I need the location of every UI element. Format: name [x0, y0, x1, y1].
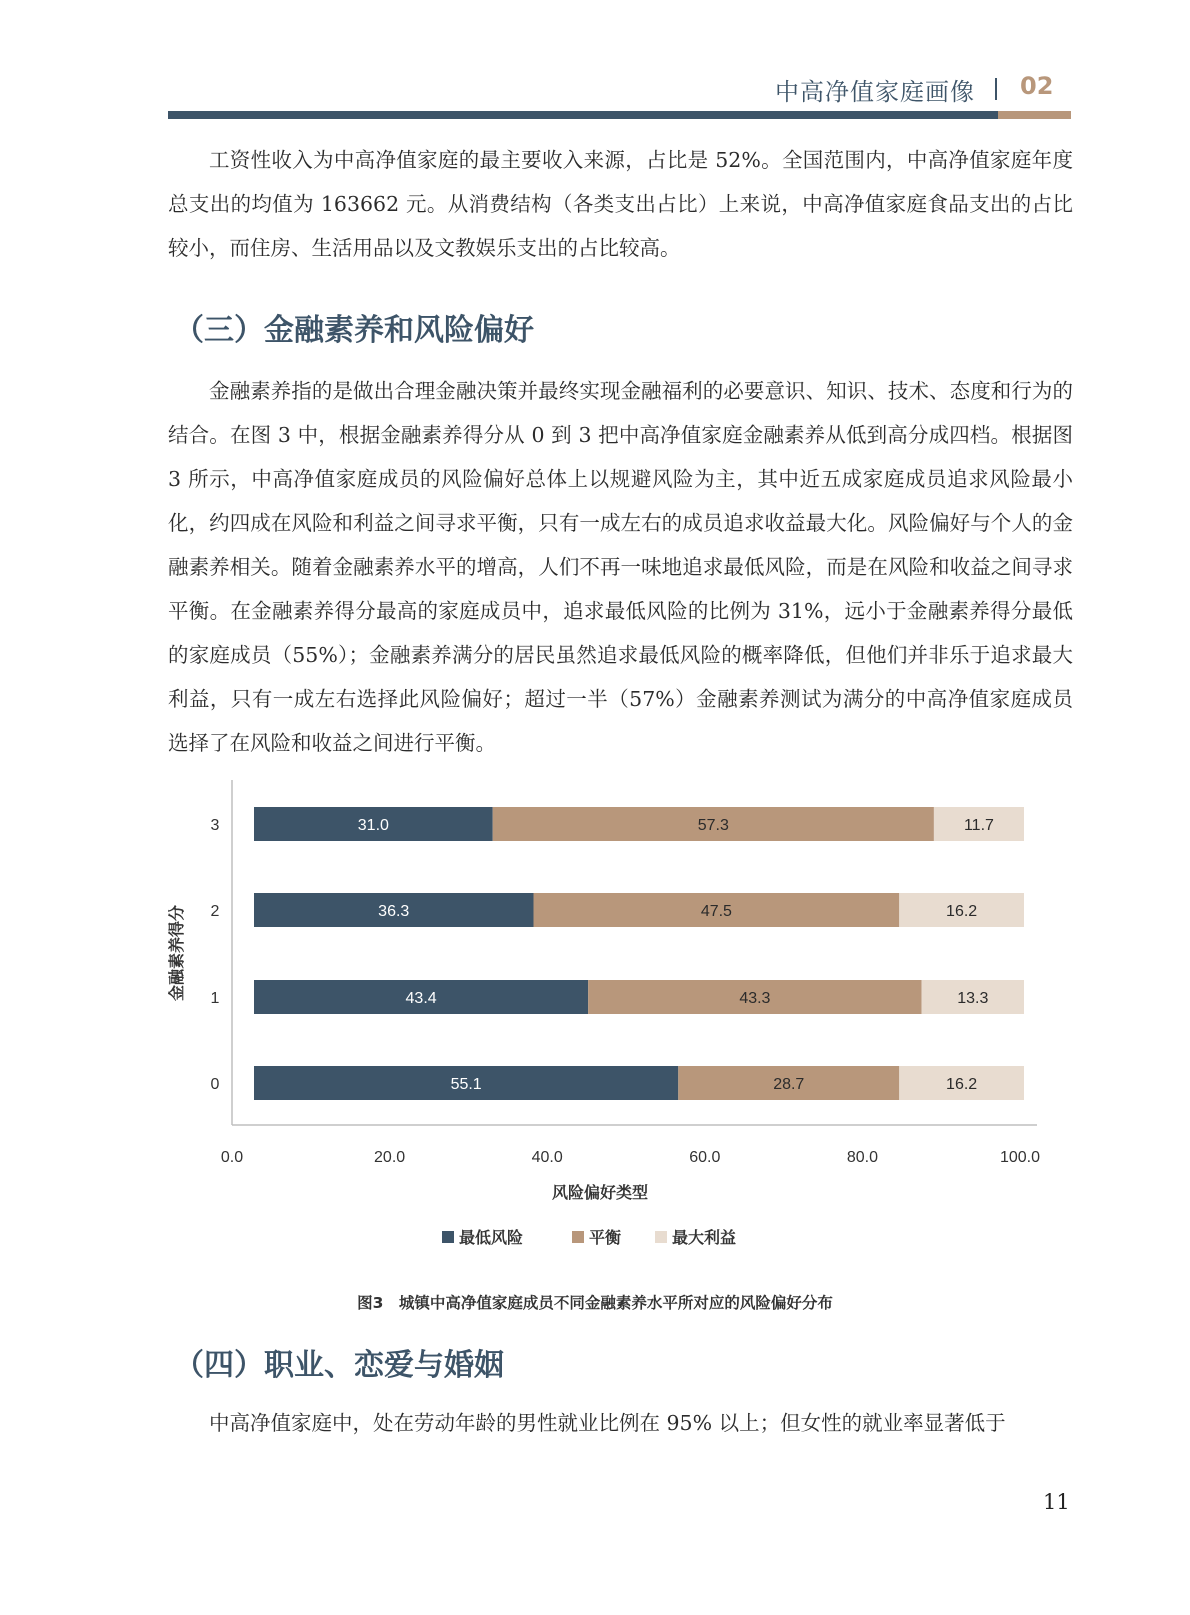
header-rule-dark: [168, 111, 998, 119]
y-tick-label: 3: [210, 817, 220, 834]
paragraph-income: 工资性收入为中高净值家庭的最主要收入来源，占比是 52%。全国范围内，中高净值家庭年度总支出的均值为 163662 元。从消费结构（各类支出占比）上来说，中高净值家庭食品支出的占比较小，而住房、生活用品以及文教娱乐支出的占比较高。: [168, 148, 1073, 260]
legend-label: 平衡: [589, 1230, 622, 1247]
data-label: 36.3: [378, 903, 410, 920]
legend-label: 最大利益: [672, 1230, 737, 1247]
data-label: 16.2: [946, 1076, 978, 1093]
y-tick-label: 0: [210, 1076, 220, 1093]
data-label: 31.0: [357, 817, 389, 834]
legend-swatch: [655, 1231, 667, 1243]
x-tick-label: 80.0: [846, 1149, 878, 1166]
data-label: 16.2: [946, 903, 978, 920]
x-tick-label: 0.0: [220, 1149, 244, 1166]
x-tick-label: 20.0: [374, 1149, 406, 1166]
paragraph-financial-literacy: 金融素养指的是做出合理金融决策并最终实现金融福利的必要意识、知识、技术、态度和行为的结合。在图 3 中，根据金融素养得分从 0 到 3 把中高净值家庭金融素养从低到高分成四档。根据图 3 所示，中高净值家庭成员的风险偏好总体上以规避风险为主，其中近五成家庭成员追求风险最小化，约四成在风险和利益之间寻求平衡，只有一成左右的成员追求收益最大化。风险偏好与个人的金融素养相关。随着金融素养水平的增高，人们不再一味地追求最低风险，而是在风险和收益之间寻求平衡。在金融素养得分最高的家庭成员中，追求最低风险的比例为 31%，远小于金融素养得分最低的家庭成员（55%）；金融素养满分的居民虽然追求最低风险的概率降低，但他们并非乐于追求最大利益，只有一成左右选择此风险偏好；超过一半（57%）金融素养测试为满分的中高净值家庭成员选择了在风险和收益之间进行平衡。: [168, 379, 1073, 755]
data-label: 43.4: [405, 990, 437, 1007]
header-rule-accent: [998, 111, 1071, 119]
section-title-financial-literacy: （三）金融素养和风险偏好: [174, 313, 534, 348]
data-label: 28.7: [773, 1076, 805, 1093]
y-tick-label: 1: [210, 990, 220, 1007]
x-tick-label: 60.0: [689, 1149, 721, 1166]
data-label: 13.3: [957, 990, 989, 1007]
x-axis-title: 风险偏好类型: [551, 1185, 649, 1202]
x-tick-label: 100.0: [999, 1149, 1041, 1166]
chapter-number: 02: [1020, 72, 1054, 100]
y-axis-title: 金融素养得分: [169, 904, 186, 1002]
section-title-career-marriage: （四）职业、恋爱与婚姻: [174, 1348, 504, 1383]
legend-label: 最低风险: [459, 1230, 524, 1247]
data-label: 57.3: [697, 817, 729, 834]
legend-swatch: [442, 1231, 454, 1243]
header-title: 中高净值家庭画像: [775, 78, 975, 106]
paragraph-employment: 中高净值家庭中，处在劳动年龄的男性就业比例在 95% 以上；但女性的就业率显著低于: [209, 1411, 1006, 1435]
figure-caption: 图3 城镇中高净值家庭成员不同金融素养水平所对应的风险偏好分布: [357, 1294, 833, 1312]
risk-preference-chart: [160, 780, 1060, 1280]
data-label: 11.7: [963, 817, 994, 834]
y-tick-label: 2: [210, 903, 220, 920]
data-label: 55.1: [450, 1076, 482, 1093]
x-tick-label: 40.0: [531, 1149, 563, 1166]
header-separator: [995, 78, 997, 100]
page-number: 11: [1043, 1490, 1070, 1514]
legend-swatch: [572, 1231, 584, 1243]
data-label: 43.3: [739, 990, 771, 1007]
data-label: 47.5: [700, 903, 732, 920]
